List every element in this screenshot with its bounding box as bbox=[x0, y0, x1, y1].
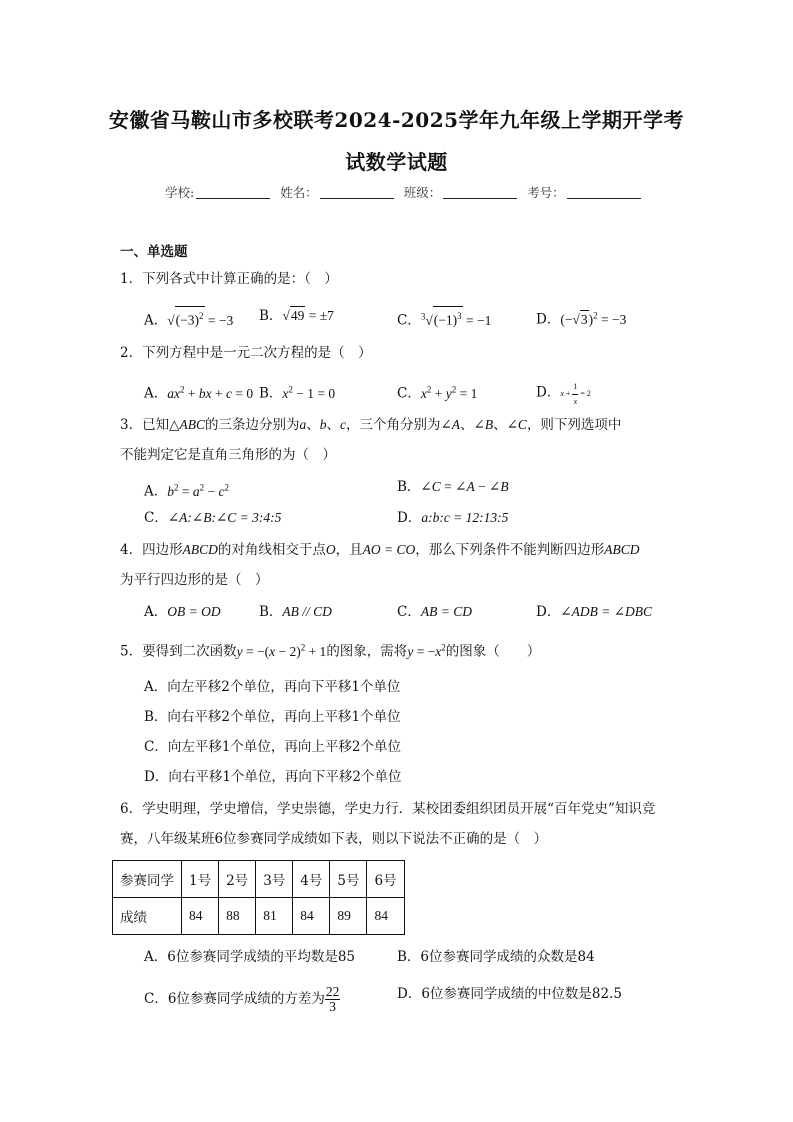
q4-quad-2: ABCD bbox=[604, 542, 640, 557]
q1-option-c[interactable] bbox=[397, 306, 491, 330]
page-title-line1: 安徽省马鞍山市多校联考2024-2025学年九年级上学期开学考 bbox=[108, 108, 685, 132]
q6-option-a[interactable]: A．6位参赛同学成绩的平均数是85 bbox=[144, 949, 356, 965]
q3-angle-a: A bbox=[451, 417, 461, 432]
q2-b-formula: $x^2 - 1 = 0$ bbox=[282, 384, 336, 401]
question-6-stem-line1: 6．学史明理，学史增信，学史崇德，学史力行．某校团委组织团员开展“百年党史”知识竞 bbox=[120, 801, 656, 817]
score-table bbox=[112, 860, 405, 935]
q5-option-a[interactable]: A．向左平移2个单位，再向下平移1个单位 bbox=[144, 679, 401, 695]
page-title-line2: 试数学试题 bbox=[345, 150, 448, 174]
q4-option-a[interactable] bbox=[144, 603, 221, 621]
q4-option-d[interactable] bbox=[536, 603, 652, 621]
q1-option-d[interactable] bbox=[536, 306, 626, 329]
question-4-stem-line2: 为平行四边形的是（ ） bbox=[120, 572, 269, 588]
question-2-stem: 2．下列方程中是一元二次方程的是（ ） bbox=[120, 345, 372, 361]
class-blank[interactable] bbox=[443, 186, 517, 199]
school-blank[interactable] bbox=[196, 186, 270, 199]
table-cell: 88 bbox=[219, 898, 256, 935]
q3-angle-c: C bbox=[517, 417, 527, 432]
q6-option-d[interactable]: D．6位参赛同学成绩的中位数是82.5 bbox=[397, 986, 622, 1002]
school-label: 学校: bbox=[165, 185, 195, 200]
table-cell: 5号 bbox=[330, 861, 367, 898]
q2-c-formula: $x^2 + y^2 = 1$ bbox=[420, 384, 478, 401]
table-cell: 6号 bbox=[367, 861, 404, 898]
q6-option-b[interactable]: B．6位参赛同学成绩的众数是84 bbox=[397, 949, 595, 965]
q2-option-c[interactable] bbox=[397, 380, 477, 403]
q3-c-label: C． bbox=[144, 510, 168, 526]
class-label: 班级： bbox=[403, 185, 442, 200]
q3-side-b: b bbox=[319, 417, 327, 432]
q4-point-o: O bbox=[325, 542, 336, 557]
q3-b-formula: ∠C = ∠A − ∠B bbox=[420, 479, 509, 494]
q5-function-1: $y = -(x - 2)^2 + 1$ bbox=[236, 642, 327, 659]
q3-b-label: B． bbox=[397, 479, 421, 495]
q1-b-label: B． bbox=[259, 308, 283, 324]
table-cell: 2号 bbox=[219, 861, 256, 898]
q4-text-1: 4．四边形 bbox=[120, 542, 183, 558]
question-1-stem: 1．下列各式中计算正确的是：（ ） bbox=[120, 271, 338, 287]
q6-c-denominator: 3 bbox=[329, 999, 337, 1014]
q4-a-formula: OB = OD bbox=[167, 604, 221, 619]
q3-triangle: ABC bbox=[179, 417, 205, 432]
q5-option-b[interactable]: B．向右平移2个单位，再向上平移1个单位 bbox=[144, 709, 401, 725]
q6-c-fraction bbox=[325, 985, 341, 1014]
q1-b-formula: √49 = ±7 bbox=[282, 308, 334, 323]
q4-b-formula: AB // CD bbox=[282, 604, 332, 619]
q4-a-label: A． bbox=[144, 604, 168, 620]
table-cell: 参赛同学 bbox=[113, 861, 182, 898]
q2-b-label: B． bbox=[259, 385, 283, 402]
q3-a-formula: $b^2 = a^2 - c^2$ bbox=[167, 482, 229, 499]
q3-text-2: 的三条边分别为 bbox=[204, 417, 300, 433]
table-cell: 89 bbox=[330, 898, 367, 935]
table-cell: 84 bbox=[293, 898, 330, 935]
q6-c-text: C．6位参赛同学成绩的方差为 bbox=[144, 991, 325, 1007]
q3-sep-1: 、 bbox=[306, 417, 320, 433]
name-blank[interactable] bbox=[320, 186, 394, 199]
q4-option-b[interactable] bbox=[259, 603, 332, 621]
q2-option-d[interactable] bbox=[536, 380, 591, 409]
table-cell: 84 bbox=[182, 898, 219, 935]
q3-text-3: ，三个角分别为∠ bbox=[345, 417, 452, 433]
table-cell: 3号 bbox=[256, 861, 293, 898]
q2-d-formula: x + $\frac{1}{x}$ = 2 bbox=[560, 382, 591, 406]
q3-text-4: ，则下列选项中 bbox=[526, 417, 622, 433]
q2-a-formula: $ax^2$ + bx + c = 0 bbox=[167, 384, 254, 401]
q3-sep-3: 、∠ bbox=[460, 417, 485, 433]
q1-d-label: D． bbox=[536, 311, 561, 328]
table-cell: 1号 bbox=[182, 861, 219, 898]
q3-a-label: A． bbox=[144, 483, 168, 500]
q3-side-c: c bbox=[339, 417, 346, 432]
q3-d-label: D． bbox=[397, 510, 422, 526]
q4-c-formula: AB = CD bbox=[420, 604, 472, 619]
q4-d-formula: ∠ADB = ∠DBC bbox=[560, 604, 653, 619]
q3-option-b[interactable] bbox=[397, 478, 509, 496]
question-6-stem-line2: 赛，八年级某班6位参赛同学成绩如下表，则以下说法不正确的是（ ） bbox=[120, 831, 548, 847]
q3-side-a: a bbox=[299, 417, 307, 432]
q4-equation: AO = CO bbox=[362, 542, 416, 557]
q1-a-label: A． bbox=[144, 312, 168, 329]
q5-option-d[interactable]: D．向右平移1个单位，再向下平移2个单位 bbox=[144, 769, 402, 785]
q3-c-formula: ∠A:∠B:∠C = 3:4:5 bbox=[167, 510, 282, 525]
question-3-stem-line2: 不能判定它是直角三角形的为（ ） bbox=[120, 447, 336, 463]
exam-no-blank[interactable] bbox=[567, 186, 641, 199]
exam-no-label: 考号： bbox=[527, 185, 565, 200]
q2-d-label: D． bbox=[536, 384, 561, 401]
table-cell: 81 bbox=[256, 898, 293, 935]
table-cell: 84 bbox=[367, 898, 404, 935]
q4-text-2: 的对角线相交于点 bbox=[217, 542, 326, 558]
name-label: 姓名： bbox=[280, 185, 318, 200]
table-cell: 成绩 bbox=[113, 898, 182, 935]
q3-d-formula: a:b:c = 12:13:5 bbox=[421, 510, 509, 525]
question-4-stem-line1 bbox=[120, 541, 639, 559]
q4-b-label: B． bbox=[259, 604, 283, 620]
q5-option-c[interactable]: C．向左平移1个单位，再向上平移2个单位 bbox=[144, 739, 402, 755]
q1-c-formula: $^3√(-1)^3 = -1$ bbox=[421, 313, 492, 328]
q2-a-label: A． bbox=[144, 385, 168, 402]
q4-text-3: ，且 bbox=[335, 542, 363, 558]
q6-option-c[interactable] bbox=[144, 985, 340, 1014]
q1-c-label: C． bbox=[397, 312, 421, 329]
q2-option-b[interactable] bbox=[259, 380, 335, 403]
q5-text-3: 的图象（ ） bbox=[445, 643, 541, 660]
q1-a-formula: $√(-3)^2 = -3$ bbox=[167, 313, 233, 328]
q2-c-label: C． bbox=[397, 385, 421, 402]
q4-text-4: ，那么下列条件不能判断四边形 bbox=[415, 542, 605, 558]
q4-d-label: D． bbox=[536, 604, 561, 620]
student-info-row bbox=[165, 183, 647, 201]
q5-text-2: 的图象，需将 bbox=[326, 643, 408, 660]
q3-option-a[interactable] bbox=[144, 478, 229, 501]
q3-option-d[interactable] bbox=[397, 509, 508, 527]
section-heading: 一、单选题 bbox=[120, 244, 188, 260]
q5-function-2: $y = -x^2$ bbox=[407, 642, 446, 659]
table-row bbox=[113, 898, 405, 935]
table-cell: 4号 bbox=[293, 861, 330, 898]
q3-sep-4: 、∠ bbox=[493, 417, 518, 433]
q1-d-formula: $(-√3)^2 = -3$ bbox=[560, 310, 627, 327]
q6-c-numerator: 22 bbox=[325, 984, 340, 999]
table-header-row bbox=[113, 861, 405, 898]
q1-option-b[interactable] bbox=[259, 306, 334, 325]
question-5-stem bbox=[120, 638, 540, 661]
q4-option-c[interactable] bbox=[397, 603, 472, 621]
q4-quad: ABCD bbox=[182, 542, 218, 557]
q3-angle-b: B bbox=[484, 417, 494, 432]
q2-option-a[interactable] bbox=[144, 380, 253, 403]
q4-c-label: C． bbox=[397, 604, 421, 620]
q1-option-a[interactable] bbox=[144, 306, 233, 330]
q3-sep-2: 、 bbox=[326, 417, 340, 433]
question-3-stem-line1 bbox=[120, 416, 621, 434]
q3-text-1: 3．已知△ bbox=[120, 417, 180, 433]
q5-text-1: 5．要得到二次函数 bbox=[120, 643, 237, 660]
q3-option-c[interactable] bbox=[144, 509, 281, 527]
